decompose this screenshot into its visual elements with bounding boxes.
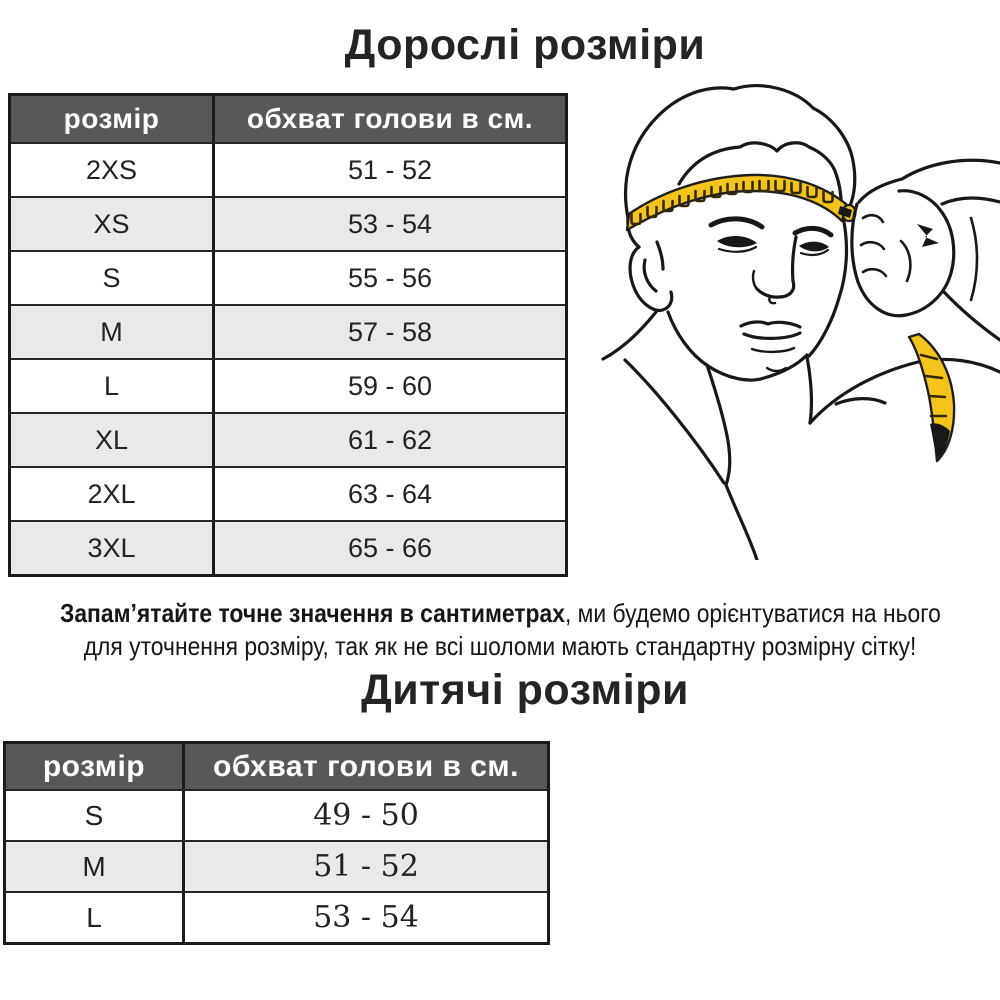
right-face-edge bbox=[809, 217, 846, 356]
table-row bbox=[6, 891, 547, 942]
table-row bbox=[11, 304, 565, 358]
cell-size-range: 51 - 52 bbox=[313, 849, 419, 884]
cell-size-label: 2XS bbox=[11, 144, 215, 196]
cell-size-label: M bbox=[11, 306, 215, 358]
header-cell-size: розмір bbox=[6, 744, 185, 789]
adult-table-header-row bbox=[11, 96, 565, 142]
header-cell-circumference: обхват голови в см. bbox=[246, 103, 534, 134]
cell-size-range: 49 - 50 bbox=[313, 798, 419, 833]
adult-size-table bbox=[8, 93, 568, 577]
mouth bbox=[741, 322, 800, 327]
arm-top bbox=[859, 160, 1000, 202]
note-bold-text: Запам’ятайте точне значення в сантиметрах bbox=[60, 598, 565, 628]
table-row bbox=[11, 520, 565, 574]
table-row bbox=[11, 142, 565, 196]
left-eye bbox=[717, 236, 757, 247]
cell-size-range: 65 - 66 bbox=[347, 532, 433, 563]
table-row bbox=[6, 840, 547, 891]
cell-size-range: 53 - 54 bbox=[347, 208, 433, 239]
right-eye bbox=[799, 242, 829, 252]
note-regular-text: , ми будемо орієнтуватися на нього bbox=[564, 598, 941, 628]
note-line-2: для уточнення розміру, так як не всі шоломи мають стандартну розмірну сітку! bbox=[83, 631, 917, 661]
kids-sizes-title: Дитячі розміри bbox=[361, 666, 689, 714]
tape-dangling-end bbox=[909, 334, 954, 461]
finger-shadow bbox=[917, 224, 939, 247]
table-row bbox=[11, 358, 565, 412]
cell-size-range: 53 - 54 bbox=[313, 900, 419, 935]
right-eyebrow bbox=[795, 228, 831, 235]
fist-outline bbox=[852, 191, 954, 316]
cell-size-label: S bbox=[6, 791, 185, 840]
table-row bbox=[11, 412, 565, 466]
header-cell-size: розмір bbox=[11, 96, 215, 142]
head-measuring-illustration bbox=[600, 60, 1000, 560]
table-row bbox=[11, 466, 565, 520]
kids-size-table bbox=[3, 741, 550, 945]
table-row bbox=[11, 196, 565, 250]
ear bbox=[630, 247, 672, 310]
right-shoulder bbox=[810, 359, 1000, 423]
kids-table-header-row bbox=[6, 744, 547, 789]
cell-size-range: 61 - 62 bbox=[347, 424, 433, 455]
cell-size-label: XS bbox=[11, 198, 215, 250]
cell-size-label: 3XL bbox=[11, 522, 215, 574]
nose bbox=[792, 237, 796, 281]
table-row bbox=[6, 789, 547, 840]
size-note bbox=[0, 597, 1000, 663]
cell-size-label: 2XL bbox=[11, 468, 215, 520]
note-line-1 bbox=[60, 597, 940, 630]
cell-size-label: M bbox=[6, 842, 185, 891]
header-cell-circumference: обхват голови в см. bbox=[213, 749, 519, 783]
cell-size-label: L bbox=[6, 893, 185, 942]
cell-size-range: 57 - 58 bbox=[347, 316, 433, 347]
cell-size-label: XL bbox=[11, 414, 215, 466]
adult-sizes-title: Дорослі розміри bbox=[344, 21, 706, 69]
neck-right bbox=[807, 357, 811, 423]
tape-tip bbox=[930, 423, 950, 461]
cell-size-label: S bbox=[11, 252, 215, 304]
neck-left bbox=[707, 365, 757, 560]
left-eyebrow bbox=[711, 219, 762, 227]
table-row bbox=[11, 250, 565, 304]
cell-size-range: 51 - 52 bbox=[347, 154, 433, 185]
cell-size-range: 63 - 64 bbox=[347, 478, 433, 509]
cell-size-range: 59 - 60 bbox=[347, 370, 433, 401]
cell-size-range: 55 - 56 bbox=[347, 262, 433, 293]
cell-size-label: L bbox=[11, 360, 215, 412]
